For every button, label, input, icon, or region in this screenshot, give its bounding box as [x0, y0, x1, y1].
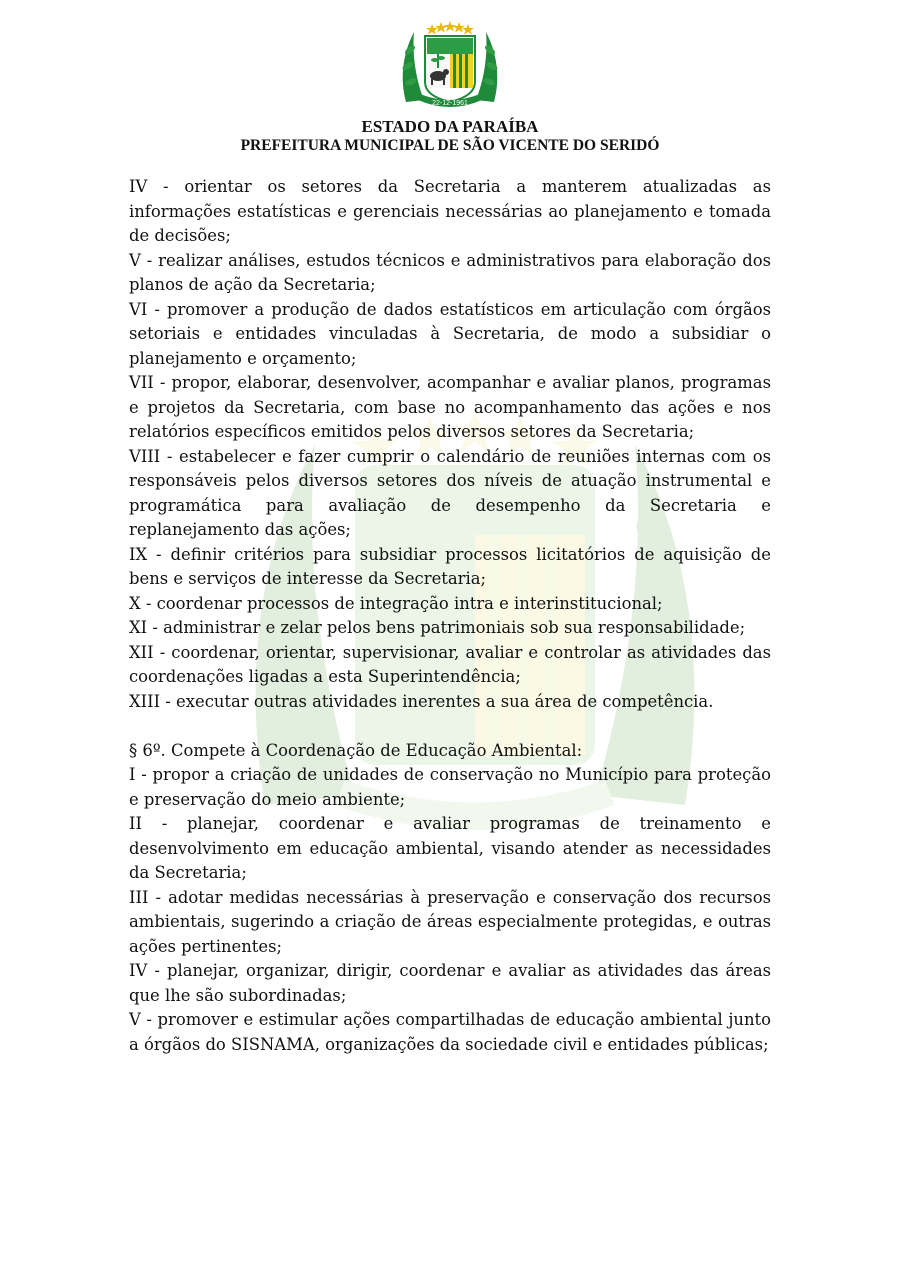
paragraph-spacer [129, 714, 771, 739]
municipality-heading: PREFEITURA MUNICIPAL DE SÃO VICENTE DO SERIDÓ [240, 137, 660, 154]
list-item: VII - propor, elaborar, desenvolver, acompanhar e avaliar planos, programas e projetos da Secretaria, com base no acompanhamento das ações e nos relatórios específicos emitidos pelos diversos setores da Secretaria; [129, 373, 771, 441]
list-item: V - realizar análises, estudos técnicos e administrativos para elaboração dos planos de ação da Secretaria; [129, 250, 771, 294]
list-item: IV - orientar os setores da Secretaria a manterem atualizadas as informações estatísticas e gerenciais necessárias ao planejamento e tomada de decisões; [129, 177, 771, 245]
list-item: V - promover e estimular ações compartilhadas de educação ambiental junto a órgãos do SISNAMA, organizações da sociedade civil e entidades públicas; [129, 1010, 771, 1054]
list-item: XII - coordenar, orientar, supervisionar, avaliar e controlar as atividades das coordenações ligadas a esta Superintendência; [129, 642, 771, 686]
section-title: § 6º. Compete à Coordenação de Educação Ambiental: [129, 740, 583, 760]
list-item: IX - definir critérios para subsidiar processos licitatórios de aquisição de bens e serviços de interesse da Secretaria; [129, 544, 771, 588]
list-item: II - planejar, coordenar e avaliar programas de treinamento e desenvolvimento em educação ambiental, visando atender as necessidades da Secretaria; [129, 814, 771, 882]
list-item: XI - administrar e zelar pelos bens patrimoniais sob sua responsabilidade; [129, 618, 746, 637]
state-heading: ESTADO DA PARAÍBA [361, 117, 539, 136]
crest-year: 22-12-1961 [432, 100, 468, 107]
coat-of-arms-icon [398, 20, 502, 115]
list-item: III - adotar medidas necessárias à preservação e conservação dos recursos ambientais, sugerindo a criação de áreas especialmente protegidas, e outras ações pertinentes; [129, 887, 771, 956]
list-item: XIII - executar outras atividades inerentes a sua área de competência. [129, 691, 714, 711]
list-item: I - propor a criação de unidades de conservação no Município para proteção e preservação do meio ambiente; [129, 765, 771, 809]
list-item: VIII - estabelecer e fazer cumprir o calendário de reuniões internas com os responsáveis pelos diversos setores dos níveis de atuação instrumental e programática para avaliação de desempenho da Secretaria e replanejamento das ações; [129, 446, 771, 539]
list-item: X - coordenar processos de integração intra e interinstitucional; [129, 593, 663, 613]
document-body [129, 175, 771, 1057]
list-item: IV - planejar, organizar, dirigir, coordenar e avaliar as atividades das áreas que lhe são subordinadas; [129, 961, 771, 1005]
list-item: VI - promover a produção de dados estatísticos em articulação com órgãos setoriais e entidades vinculadas à Secretaria, de modo a subsidiar o planejamento e orçamento; [129, 299, 771, 368]
